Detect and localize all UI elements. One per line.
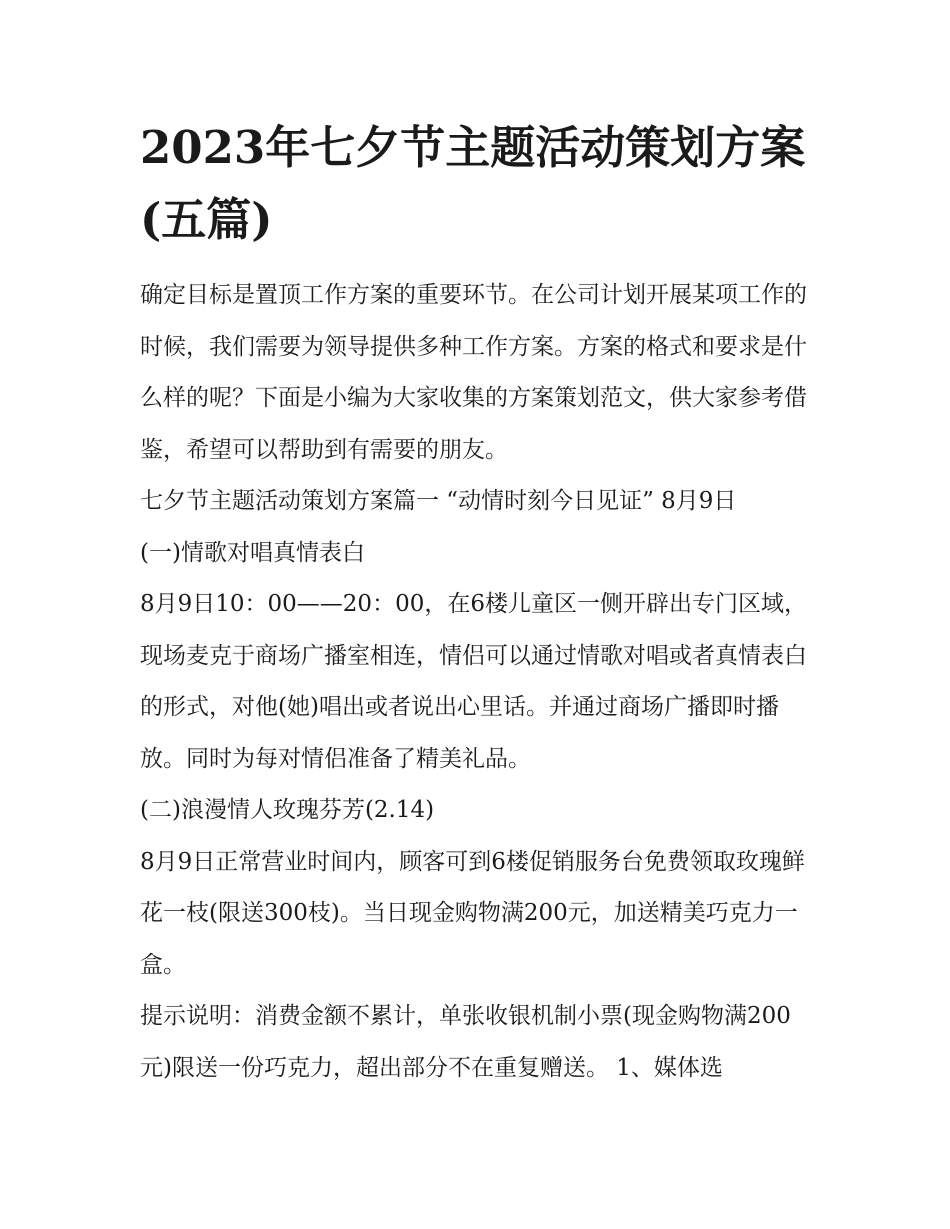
note-paragraph: 提示说明：消费金额不累计，单张收银机制小票(现金购物满200元)限送一份巧克力，超出部分不在重复赠送。 1、媒体选 (140, 1003, 791, 1081)
document-title: 2023年七夕节主题活动策划方案(五篇) (140, 121, 806, 246)
subsection-heading-2: (二)浪漫情人玫瑰芬芳(2.14) (140, 797, 435, 823)
body-paragraph-2: 8月9日正常营业时间内，顾客可到6楼促销服务台免费领取玫瑰鲜花一枝(限送300枝)。当日现金购物满200元，加送精美巧克力一盒。 (140, 848, 805, 978)
subsection-heading-1: (一)情歌对唱真情表白 (140, 539, 365, 566)
body-paragraph-1: 8月9日10：00——20：00，在6楼儿童区一侧开辟出专门区域，现场麦克于商场广播室相连，情侣可以通过情歌对唱或者真情表白的形式，对他(她)唱出或者说出心里话。并通过商场广播即时播放。同时为每对情侣准备了精美礼品。 (140, 591, 807, 772)
document-page (140, 112, 820, 1094)
intro-paragraph: 确定目标是置顶工作方案的重要环节。在公司计划开展某项工作的时候，我们需要为领导提供多种工作方案。方案的格式和要求是什么样的呢？下面是小编为大家收集的方案策划范文，供大家参考借鉴，希望可以帮助到有需要的朋友。 (140, 282, 807, 463)
section-heading: 七夕节主题活动策划方案篇一 “动情时刻今日见证” 8月9日 (140, 488, 737, 514)
